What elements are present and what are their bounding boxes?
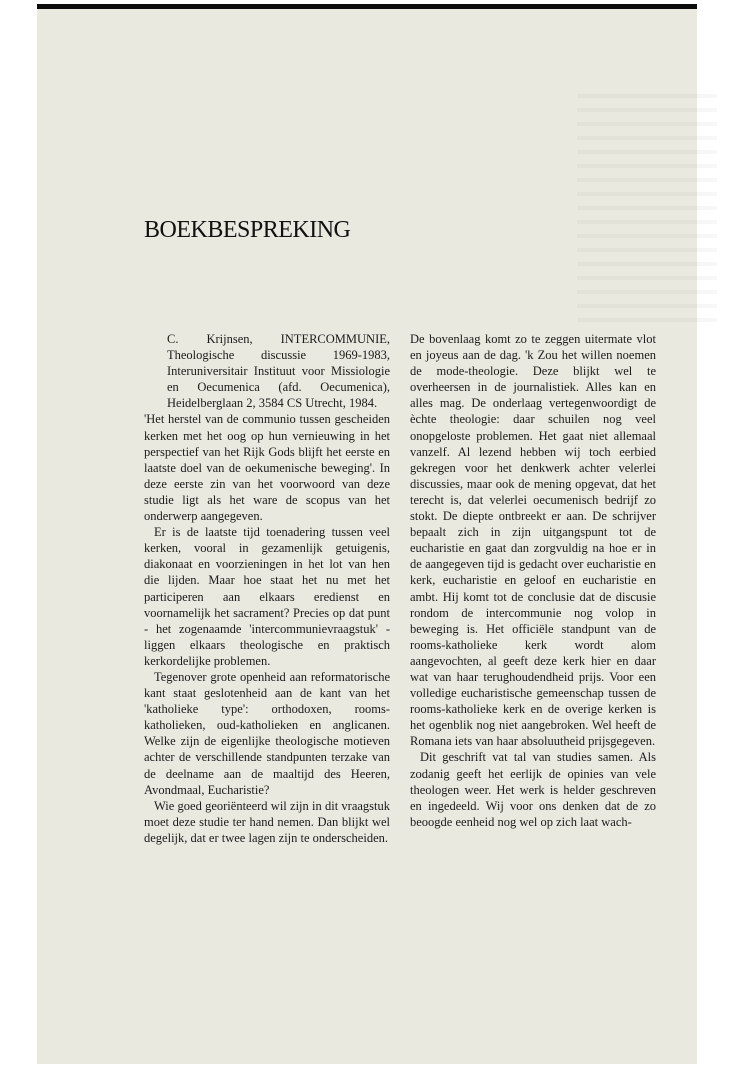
left-column [144, 331, 390, 846]
paragraph: 'Het herstel van de communio tussen gescheiden kerken met het oog op hun vernieuwing in het perspectief van het Rijk Gods blijft het eerste en laatste doel van de oekumenische beweging'. In deze eerste zin van het voorwoord van deze studie ligt als het ware de scopus van het onderwerp aangegeven. [144, 412, 390, 524]
paragraph: Er is de laatste tijd toenadering tussen veel kerken, vooral in gezamenlijk getuigenis, diakonaat en voorzieningen in het lot van hen die lijden. Maar hoe staat het nu met het participeren aan elkaars eredienst en voornamelijk het sacrament? Precies op dat punt - het zogenaamde 'intercommunievraagstuk' - liggen elkaars theologische en praktisch kerkordelijke problemen. [144, 525, 390, 668]
book-reference: C. Krijnsen, INTERCOMMUNIE, Theologische discussie 1969-1983, Interuniversitair Instituut voor Missiologie en Oecumenica (afd. Oecumenica), Heidelberglaan 2, 3584 CS Utrecht, 1984. [167, 332, 390, 411]
section-heading: BOEKBESPREKING [144, 217, 351, 243]
scanned-page [37, 4, 697, 1064]
paragraph: De bovenlaag komt zo te zeggen uitermate vlot en joyeus aan de dag. 'k Zou het willen noemen de mode-theologie. Deze blijkt wel te overheersen in de journalistiek. Alles kan en alles mag. De onderlaag vertegenwoordigt de èchte theologie: daar schuilen nog veel onopgeloste problemen. Het gaat niet allemaal vanzelf. Al lezend hebben wij toch eerbied gekregen voor het denkwerk achter velerlei discussies, maar ook de mening opgevat, dat het terecht is, dat velerlei oecumenisch bedrijf zo stokt. De diepte ontbreekt er aan. De schrijver bepaalt zich in zijn uitgangspunt tot de eucharistie en gaat dan zorgvuldig na hoe er in de aangegeven tijd is gedacht over eucharistie en kerk, eucharistie en geloof en eucharistie en ambt. Hij komt tot de conclusie dat de discusie rondom de intercommunie nog volop in beweging is. Het officiële standpunt van de rooms-katholieke kerk wordt alom aangevochten, al geeft deze kerk hier en daar wat van haar terughoudendheid prijs. Voor een volledige eucharistische gemeenschap tussen de rooms-katholieke kerk en de overige kerken is het ogenblik nog niet aangebroken. Wel heeft de Romana iets van haar absoluutheid prijsgegeven. [410, 332, 656, 749]
paragraph: Dit geschrift vat tal van studies samen. Als zodanig geeft het eerlijk de opinies van vele theologen weer. Het werk is helder geschreven en ingedeeld. Wij voor ons denken dat de zo beoogde eenheid nog wel op zich laat wach- [410, 750, 656, 829]
paragraph: Wie goed georiënteerd wil zijn in dit vraagstuk moet deze studie ter hand nemen. Dan blijkt wel degelijk, dat er twee lagen zijn te onderscheiden. [144, 798, 390, 845]
paragraph: Tegenover grote openheid aan reformatorische kant staat geslotenheid aan de kant van het 'katholieke type': orthodoxen, rooms-katholieken, oud-katholieken en anglicanen. Welke zijn de eigenlijke theologische motieven achter de verschillende standpunten terzake van de deelname aan de maaltijd des Heeren, Avondmaal, Eucharistie? [144, 669, 390, 797]
bleed-through-texture [577, 94, 717, 324]
right-column [410, 331, 656, 830]
